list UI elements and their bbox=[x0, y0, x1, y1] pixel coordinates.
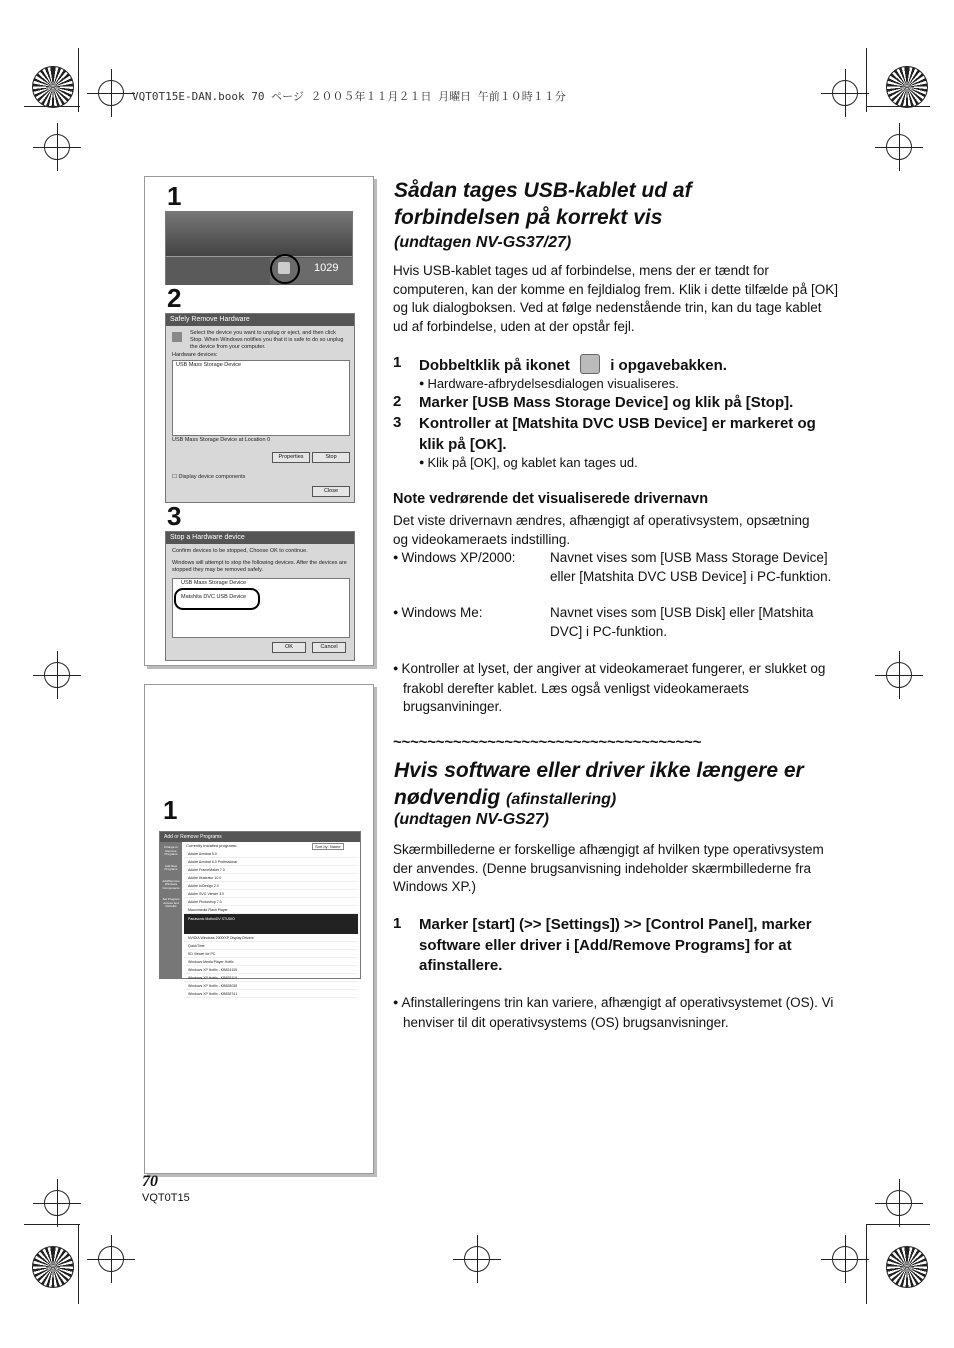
screenshot-panel-usb bbox=[144, 176, 374, 666]
crop-line bbox=[24, 106, 80, 107]
program-row[interactable]: Panasonic MotionDV STUDIO bbox=[184, 914, 358, 934]
ok-button[interactable]: OK bbox=[272, 642, 306, 653]
program-row[interactable]: QuickTime bbox=[184, 942, 358, 950]
os2-text: Navnet vises som [USB Disk] eller [Matshita DVC] i PC-funktion. bbox=[550, 605, 814, 639]
section2-title-suffix: (afinstallering) bbox=[506, 791, 617, 808]
tilde-divider: ~~~~~~~~~~~~~~~~~~~~~~~~~~~~~~~~~~~~ bbox=[393, 734, 702, 751]
step-1-text-b: i opgavebakken. bbox=[610, 357, 727, 374]
program-row[interactable]: Windows XP Hotfix - KB828741 bbox=[184, 990, 358, 998]
device-location: USB Mass Storage Device at Location 0 bbox=[172, 437, 271, 443]
section1-intro: Hvis USB-kablet tages ud af forbindelse, mens der er tændt for computeren, kan der komme en fejldialog frem. Klik i dette tilfælde på [OK] og luk dialogboksen. Ved at følge nedenstående trin, kan du tage kablet ud af forbindelse, uden at der opstår fejl. bbox=[393, 263, 838, 334]
crop-line bbox=[866, 48, 867, 112]
crop-line bbox=[866, 106, 930, 107]
stop-hardware-dialog bbox=[165, 531, 355, 661]
crosshair-mark bbox=[44, 134, 70, 160]
arp-sort-control[interactable]: Sort by: Name bbox=[312, 843, 344, 850]
cancel-button[interactable]: Cancel bbox=[312, 642, 346, 653]
note-intro: Det viste drivernavn ændres, afhængigt af operativsystem, opsætning og videokameraets indstilling. bbox=[393, 513, 810, 547]
add-remove-programs-window bbox=[159, 831, 361, 996]
list-item[interactable]: USB Mass Storage Device bbox=[181, 580, 247, 586]
registration-target-bottom-right bbox=[886, 1246, 928, 1288]
installed-programs-list[interactable] bbox=[184, 850, 358, 998]
screenshot-panel-uninstall bbox=[144, 684, 374, 1174]
safely-remove-dialog bbox=[165, 313, 355, 503]
arp-sidebar-item[interactable]: Add New Programs bbox=[164, 863, 178, 871]
crop-line bbox=[78, 1224, 79, 1304]
section1-title-line1: Sådan tages USB-kablet ud af bbox=[394, 179, 692, 202]
os1-label: ● Windows XP/2000: bbox=[393, 549, 516, 569]
checkbox-label: Display device components bbox=[178, 474, 246, 480]
section2-note-text: Afinstalleringens trin kan variere, afhængigt af operativsystemet (OS). Vi henviser til dit operativsystems (OS) brugsanvisninger. bbox=[401, 995, 834, 1030]
program-row[interactable]: Adobe SVG Viewer 3.0 bbox=[184, 890, 358, 898]
program-row[interactable]: Adobe Photoshop 7.0 bbox=[184, 898, 358, 906]
crosshair-mark bbox=[886, 662, 912, 688]
section1-title bbox=[394, 177, 834, 231]
section2-note bbox=[393, 994, 843, 1032]
crosshair-mark bbox=[44, 662, 70, 688]
section2-step-text: Marker [start] (>> [Settings]) >> [Control Panel], marker software eller driver i [Add/Remove Programs] for at afinstallere. bbox=[419, 916, 812, 974]
program-row[interactable]: Adobe Acrobat 6.0 Professional bbox=[184, 858, 358, 866]
device-highlight-circle bbox=[174, 588, 260, 610]
registration-target-bottom-left bbox=[32, 1246, 74, 1288]
crosshair-mark bbox=[44, 1190, 70, 1216]
crosshair-mark bbox=[464, 1246, 490, 1272]
arp-list-header: Currently installed programs: bbox=[186, 843, 238, 848]
panel-step-1: 1 bbox=[167, 181, 182, 211]
section2-intro: Skærmbillederne er forskellige afhængigt af hvilken type operativsystem der anvendes. (Denne brugsanvisning indeholder skærmbillederne fra Windows XP.) bbox=[393, 842, 824, 894]
hardware-icon bbox=[172, 332, 182, 342]
program-row[interactable]: Adobe Acrobat 5.0 bbox=[184, 850, 358, 858]
arp-sidebar bbox=[160, 842, 182, 978]
crosshair-mark bbox=[98, 1246, 124, 1272]
book-header-line: VQT0T15E-DAN.book 70 ページ ２００５年１１月２１日 月曜日 午前１０時１１分 bbox=[132, 90, 566, 103]
program-row[interactable]: Adobe InDesign 2.0 bbox=[184, 882, 358, 890]
program-row[interactable]: Windows Media Player Hotfix bbox=[184, 958, 358, 966]
display-components-checkbox[interactable]: ☐ Display device components bbox=[172, 474, 246, 480]
hardware-list-label: Hardware devices: bbox=[172, 352, 218, 358]
crop-line bbox=[24, 1224, 80, 1225]
properties-button[interactable]: Properties bbox=[272, 452, 310, 463]
program-row[interactable]: Adobe Illustrator 10.0 bbox=[184, 874, 358, 882]
tray-icon bbox=[580, 354, 600, 374]
page-number: 70 bbox=[142, 1173, 158, 1190]
final-note-text: Kontroller at lyset, der angiver at videokameraet fungerer, er slukket og frakobl derefter kablet. Læs også venligst videokameraets brugsanvininger. bbox=[401, 661, 826, 714]
dialog-title: Safely Remove Hardware bbox=[166, 314, 354, 326]
program-row[interactable]: SD Viewer for PC bbox=[184, 950, 358, 958]
crosshair-mark bbox=[886, 134, 912, 160]
list-item[interactable]: USB Mass Storage Device bbox=[176, 362, 242, 368]
program-row[interactable]: Macromedia Flash Player bbox=[184, 906, 358, 914]
crosshair-mark bbox=[98, 80, 124, 106]
stop-note: Windows will attempt to stop the following devices. After the devices are stopped they may be removed safely. bbox=[172, 560, 347, 573]
dialog-intro: Select the device you want to unplug or eject, and then click Stop. When Windows notifies you that it is safe to do so unplug the device from your computer. bbox=[190, 330, 344, 350]
stop-button[interactable]: Stop bbox=[312, 452, 350, 463]
section2-subtitle: (undtagen NV-GS27) bbox=[394, 811, 549, 828]
note-heading: Note vedrørende det visualiserede drivernavn bbox=[393, 491, 709, 507]
program-row[interactable]: Windows XP Hotfix - KB824105 bbox=[184, 966, 358, 974]
step-2-number: 2 bbox=[393, 393, 402, 410]
window-title: Add or Remove Programs bbox=[160, 832, 360, 842]
taskbar-screenshot bbox=[165, 211, 353, 285]
crosshair-mark bbox=[886, 1190, 912, 1216]
arp-sidebar-item[interactable]: Add/Remove Windows Components bbox=[162, 878, 180, 890]
hardware-devices-list[interactable] bbox=[172, 360, 350, 436]
step-2-text: Marker [USB Mass Storage Device] og klik på [Stop]. bbox=[419, 394, 794, 411]
registration-target-top-right bbox=[886, 66, 928, 108]
close-button[interactable]: Close bbox=[312, 486, 350, 497]
list-item[interactable]: Matshita DVC USB Device bbox=[181, 594, 247, 600]
final-note bbox=[393, 660, 833, 717]
section2-title-word: nødvendig bbox=[394, 786, 501, 809]
program-row[interactable]: Windows XP Hotfix - KB828035 bbox=[184, 982, 358, 990]
crosshair-mark bbox=[832, 80, 858, 106]
registration-target-top-left bbox=[32, 66, 74, 108]
crop-line bbox=[78, 48, 79, 112]
section1-subtitle: (undtagen NV-GS37/27) bbox=[394, 234, 572, 251]
panel-step-2: 2 bbox=[167, 283, 182, 313]
step-3-note: ● Klik på [OK], og kablet kan tages ud. bbox=[419, 454, 638, 473]
program-row[interactable]: Adobe FrameMaker 7.0 bbox=[184, 866, 358, 874]
step-3-number: 3 bbox=[393, 414, 402, 431]
os1-text: Navnet vises som [USB Mass Storage Device] eller [Matshita DVC USB Device] i PC-funktion. bbox=[550, 550, 832, 584]
os2-label: ● Windows Me: bbox=[393, 604, 482, 624]
panel-step-1: 1 bbox=[163, 795, 178, 825]
dialog-title: Stop a Hardware device bbox=[166, 532, 354, 544]
section1-title-line2: forbindelsen på korrekt vis bbox=[394, 206, 663, 229]
program-row[interactable]: Windows XP Hotfix - KB825119 bbox=[184, 974, 358, 982]
arp-sidebar-item[interactable]: Set Program Access and Defaults bbox=[162, 897, 180, 908]
step-1-note: ● Hardware-afbrydelsesdialogen visualiseres. bbox=[419, 375, 679, 394]
program-row[interactable]: NVIDIA Windows 2000/XP Display Drivers bbox=[184, 934, 358, 942]
step-1-number: 1 bbox=[393, 354, 402, 371]
arp-sidebar-item[interactable]: Change or Remove Programs bbox=[163, 845, 178, 856]
step-3-text: Kontroller at [Matshita DVC USB Device] er markeret og klik på [OK]. bbox=[419, 415, 816, 453]
section2-title bbox=[394, 757, 844, 813]
crop-line bbox=[866, 1224, 867, 1304]
section2-title-line1: Hvis software eller driver ikke længere er bbox=[394, 759, 804, 782]
section2-title-line2 bbox=[394, 784, 844, 813]
crop-line bbox=[866, 1224, 930, 1225]
document-code: VQT0T15 bbox=[142, 1192, 190, 1204]
step-1-text-a: Dobbeltklik på ikonet bbox=[419, 357, 570, 374]
confirm-text: Confirm devices to be stopped, Choose OK to continue. bbox=[172, 548, 308, 554]
crosshair-mark bbox=[832, 1246, 858, 1272]
section2-step-number: 1 bbox=[393, 915, 402, 932]
panel-step-3: 3 bbox=[167, 501, 182, 531]
step-1-text bbox=[419, 354, 727, 377]
tray-clock: 1029 bbox=[314, 262, 339, 274]
safely-remove-hardware-icon bbox=[278, 262, 290, 274]
